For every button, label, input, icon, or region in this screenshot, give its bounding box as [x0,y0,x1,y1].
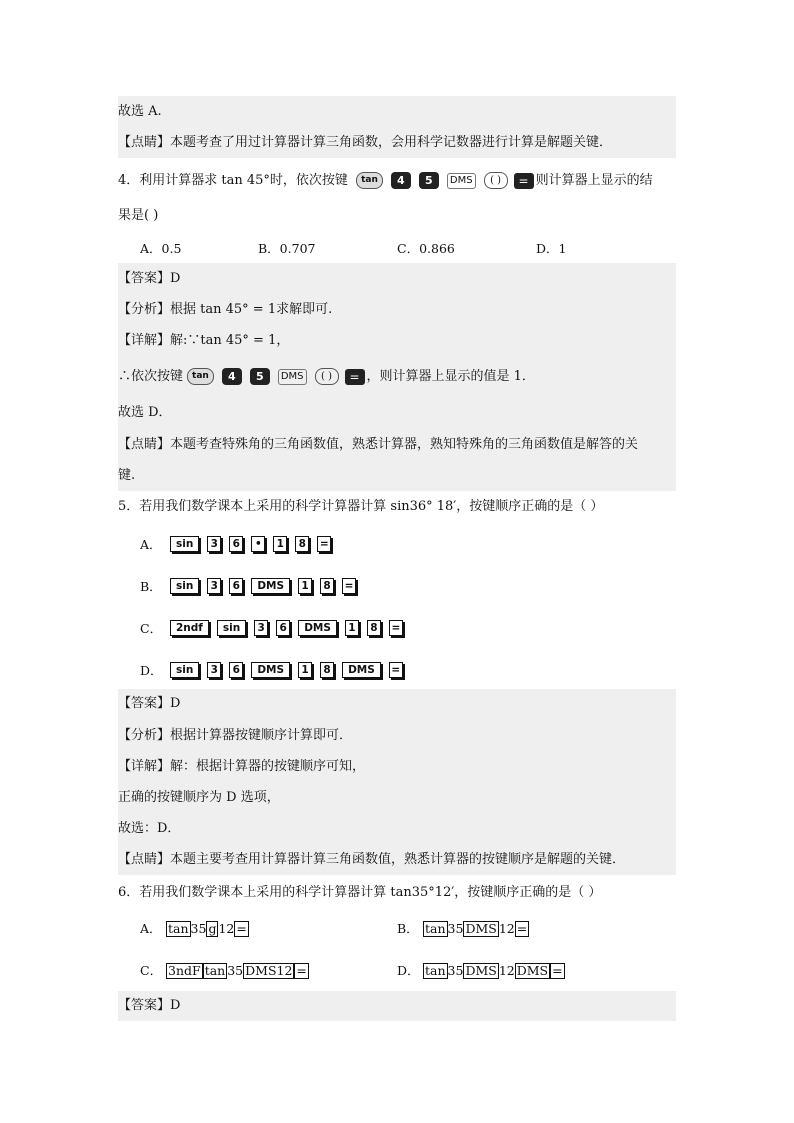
key-dms: DMS [447,173,476,189]
q5-stem: 5．若用我们数学课本上采用的科学计算器计算 sin36° 18′，按键顺序正确的是（ ） [118,499,604,514]
q3-note [118,133,676,153]
key-sin: sin [170,578,199,594]
q6-stem: 6．若用我们数学课本上采用的科学计算器计算 tan35°12′，按键顺序正确的是（ ） [118,885,602,900]
q5-detail [118,757,676,777]
q4-stem-cont: 果是( ) [118,208,159,223]
key-dms: DMS [342,662,381,678]
key-12: 12 [498,921,515,936]
key-paren: ( ) [484,172,508,189]
key-equals: = [552,963,563,978]
key-5: 5 [419,172,439,189]
q5-option-b [140,577,364,595]
key-equals: = [345,369,365,385]
note-text: 本题考查了用过计算器计算三角函数，会用科学记数器进行计算是解题关键． [170,135,613,150]
q6-option-d [397,961,565,979]
key-6: 6 [276,620,290,636]
q4-analysis [118,300,676,320]
answer-value: D [170,696,181,711]
detail-text: 解:∵tan 45° = 1， [170,333,290,348]
analysis-tag: 【分析】 [118,728,171,743]
q5-answer [118,694,676,714]
key-dms: DMS [251,578,290,594]
analysis-text: 根据 tan 45° = 1求解即可. [170,302,333,317]
key-1: 1 [273,536,287,552]
key-dms12: DMS12 [245,963,293,978]
note-text: 本题主要考查用计算器计算三角函数值，熟悉计算器的按键顺序是解题的关键． [170,852,626,867]
answer-value: D [170,271,181,286]
key-dms: DMS [298,620,337,636]
key-35: 35 [447,921,464,936]
key-12: 12 [218,921,235,936]
q4-note [118,435,676,455]
q5-detail-cont: 正确的按键顺序为 D 选项， [118,790,280,805]
q6-option-b [397,919,529,937]
note-text: 本题考查特殊角的三角函数值，熟悉计算器，熟知特殊角的三角函数值是解答的关 [170,437,639,452]
key-sin: sin [170,662,199,678]
q5-solution-block [118,689,676,875]
q5-option-c [140,619,411,637]
detail-text: 解：根据计算器的按键顺序可知， [170,759,366,774]
key-equals: = [236,921,247,936]
q4-stem-a: 4．利用计算器求 tan 45°时，依次按键 [118,173,348,188]
key-sin: sin [217,620,246,636]
key-3: 3 [207,536,221,552]
key-35: 35 [190,921,207,936]
q4-option-b: B．0.707 [258,241,316,256]
key-3: 3 [207,578,221,594]
key-dms: DMS [516,963,549,978]
q4-option-a: A．0.5 [140,241,182,256]
key-g: g [208,921,217,936]
option-label: C． [140,621,163,636]
answer-tag: 【答案】 [118,271,171,286]
q5-note [118,850,676,870]
q4-stem-b: 则计算器上显示的结 [535,173,653,188]
key-equals: = [317,536,331,552]
option-label: A． [140,921,162,936]
note-tag: 【点睛】 [118,135,171,150]
key-4: 4 [222,368,242,385]
key-dms: DMS [465,921,497,936]
key-6: 6 [229,536,243,552]
key-tan: tan [187,368,214,385]
key-3: 3 [254,620,268,636]
key-1: 1 [298,662,312,678]
option-label: D． [397,963,420,978]
key-8: 8 [367,620,381,636]
analysis-tag: 【分析】 [118,302,171,317]
key-tan: tan [204,963,226,978]
key-35: 35 [227,963,244,978]
key-paren: ( ) [315,368,339,385]
q4-stem [118,168,676,194]
q4-option-c: C．0.866 [397,241,455,256]
option-label: C． [140,963,163,978]
detail-tag: 【详解】 [118,333,171,348]
key-1: 1 [345,620,359,636]
option-label: D． [140,663,163,678]
key-3ndf: 3ndF [168,963,201,978]
note-tag: 【点睛】 [118,852,171,867]
key-8: 8 [295,536,309,552]
key-2ndf: 2ndf [170,620,209,636]
key-equals: = [516,921,528,936]
option-label: B． [397,921,419,936]
q5-conclusion: 故选：D． [118,821,181,836]
q5-analysis [118,726,676,746]
key-3: 3 [207,662,221,678]
key-equals: = [389,662,403,678]
key-tan: tan [425,963,446,978]
key-dot: • [251,536,265,552]
option-label: B． [140,579,162,594]
key-tan: tan [425,921,446,936]
note-tag: 【点睛】 [118,437,171,452]
key-8: 8 [320,578,334,594]
analysis-text: 根据计算器按键顺序计算即可． [170,728,353,743]
key-equals: = [514,173,534,189]
key-dms: DMS [278,369,307,385]
key-tan: tan [356,172,383,189]
q5-option-a [140,535,339,553]
key-equals: = [296,963,307,978]
sequence-prefix: ∴依次按键 [118,369,184,384]
key-1: 1 [298,578,312,594]
key-4: 4 [391,172,411,189]
q5-option-d [140,661,411,679]
q4-note-cont: 键. [118,468,136,483]
option-label: A． [140,537,162,552]
answer-value: D [170,998,181,1013]
key-equals: = [342,578,356,594]
key-12: 12 [498,963,515,978]
key-8: 8 [320,662,334,678]
q6-option-c [140,961,309,979]
key-tan: tan [168,921,189,936]
key-dms: DMS [465,963,497,978]
answer-tag: 【答案】 [118,696,171,711]
answer-tag: 【答案】 [118,998,171,1013]
key-6: 6 [229,662,243,678]
key-sin: sin [170,536,199,552]
detail-tag: 【详解】 [118,759,171,774]
key-dms: DMS [251,662,290,678]
key-6: 6 [229,578,243,594]
key-35: 35 [447,963,464,978]
key-equals: = [389,620,403,636]
q6-answer [118,996,676,1016]
q4-detail [118,331,676,351]
key-5: 5 [250,368,270,385]
q4-key-sequence [118,364,676,390]
q4-answer [118,269,676,289]
q3-conclusion: 故选 A. [118,104,162,119]
q6-option-a [140,919,249,937]
q4-conclusion: 故选 D． [118,405,172,420]
sequence-suffix: ，则计算器上显示的值是 1． [366,369,535,384]
q4-option-d: D．1 [536,241,567,256]
